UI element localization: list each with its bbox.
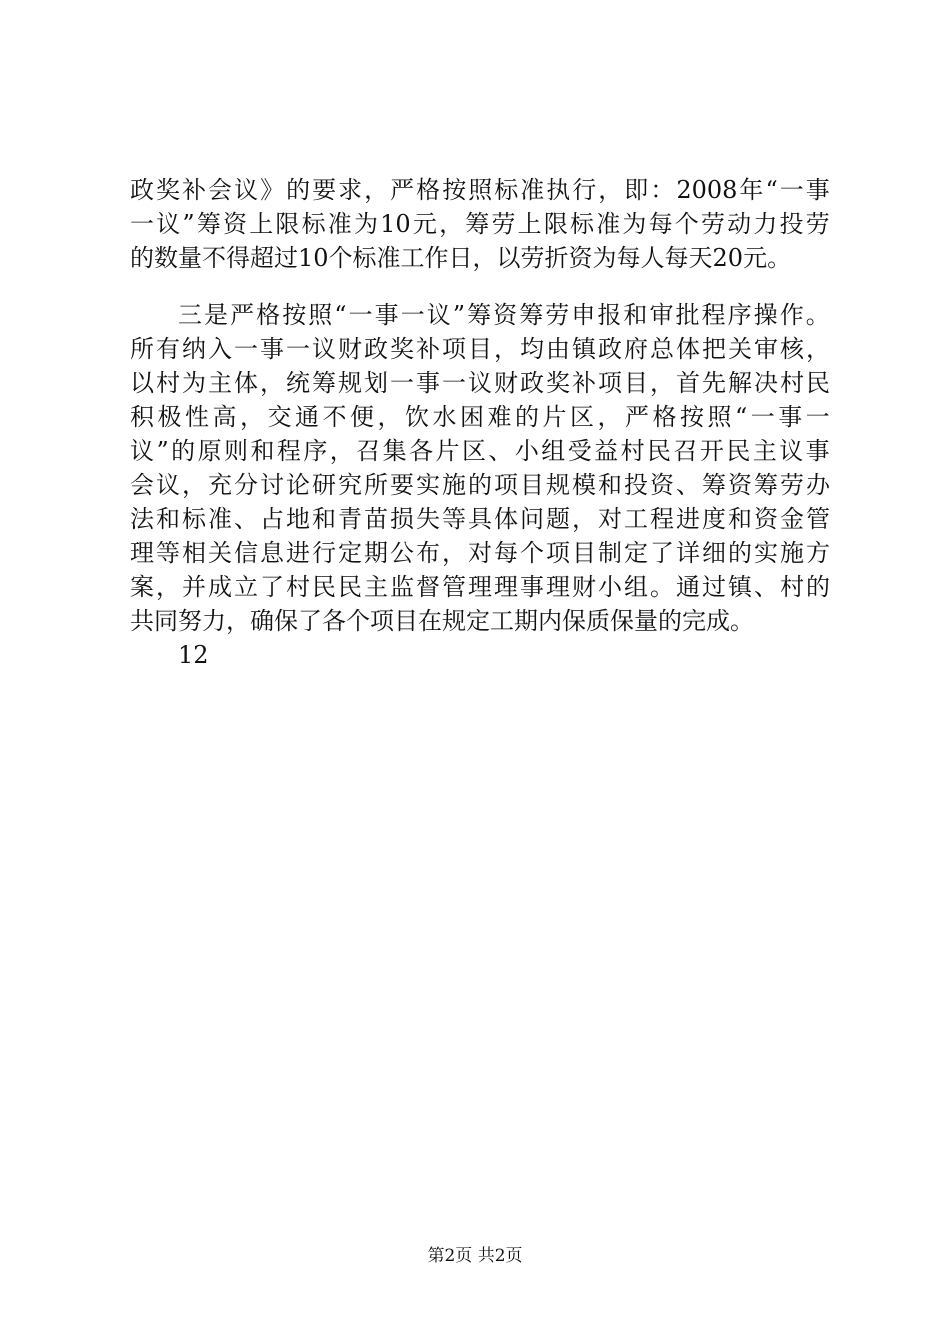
paragraph-2-line-8: 理 等 相 关 信 息 进 行 定 期 公 布 ， 对 每 个 项 目 制 定 了 详 细 的 实 施 方 bbox=[130, 539, 830, 567]
paragraph-2-line-9: 案 ， 并 成 立 了 村 民 民 主 监 督 管 理 理 事 理 财 小 组 。 通 过 镇 、 村 的 bbox=[130, 573, 830, 601]
paragraph-2-line-3: 以 村 为 主 体 ， 统 筹 规 划 一 事 一 议 财 政 奖 补 项 目 ， 首 先 解 决 村 民 bbox=[130, 369, 830, 397]
paragraph-1-line-1: 政 奖 补 会 议 》 的 要 求 ， 严 格 按 照 标 准 执 行 ， 即 ： 2008 年 “ 一 事 bbox=[130, 176, 830, 204]
page-footer: 第2页 共2页 bbox=[427, 1246, 523, 1266]
paragraph-2-line-2: 所 有 纳 入 一 事 一 议 财 政 奖 补 项 目 ， 均 由 镇 政 府 总 体 把 关 审 核 ， bbox=[130, 335, 830, 363]
paragraph-1-line-2: 一 议 ” 筹 资 上 限 标 准 为 10 元 ， 筹 劳 上 限 标 准 为 每 个 劳 动 力 投 劳 bbox=[130, 210, 830, 238]
trailing-number: 12 bbox=[178, 641, 209, 669]
paragraph-2-line-7: 法 和 标 准 、 占 地 和 青 苗 损 失 等 具 体 问 题 ， 对 工 程 进 度 和 资 金 管 bbox=[130, 505, 830, 533]
paragraph-2-line-1: 三 是 严 格 按 照 “ 一 事 一 议 ” 筹 资 筹 劳 申 报 和 审 批 程 序 操 作 。 bbox=[178, 301, 830, 329]
paragraph-1-line-3: 的数量不得超过10个标准工作日，以劳折资为每人每天20元。 bbox=[130, 244, 792, 272]
paragraph-2-line-10: 共同努力，确保了各个项目在规定工期内保质保量的完成。 bbox=[130, 607, 754, 635]
paragraph-2-line-6: 会 议 ， 充 分 讨 论 研 究 所 要 实 施 的 项 目 规 模 和 投 资 、 筹 资 筹 劳 办 bbox=[130, 471, 830, 499]
paragraph-2-line-5: 议 ” 的 原 则 和 程 序 ， 召 集 各 片 区 、 小 组 受 益 村 民 召 开 民 主 议 事 bbox=[130, 437, 830, 465]
paragraph-2-line-4: 积 极 性 高 ， 交 通 不 便 ， 饮 水 困 难 的 片 区 ， 严 格 按 照 “ 一 事 一 bbox=[130, 403, 830, 431]
